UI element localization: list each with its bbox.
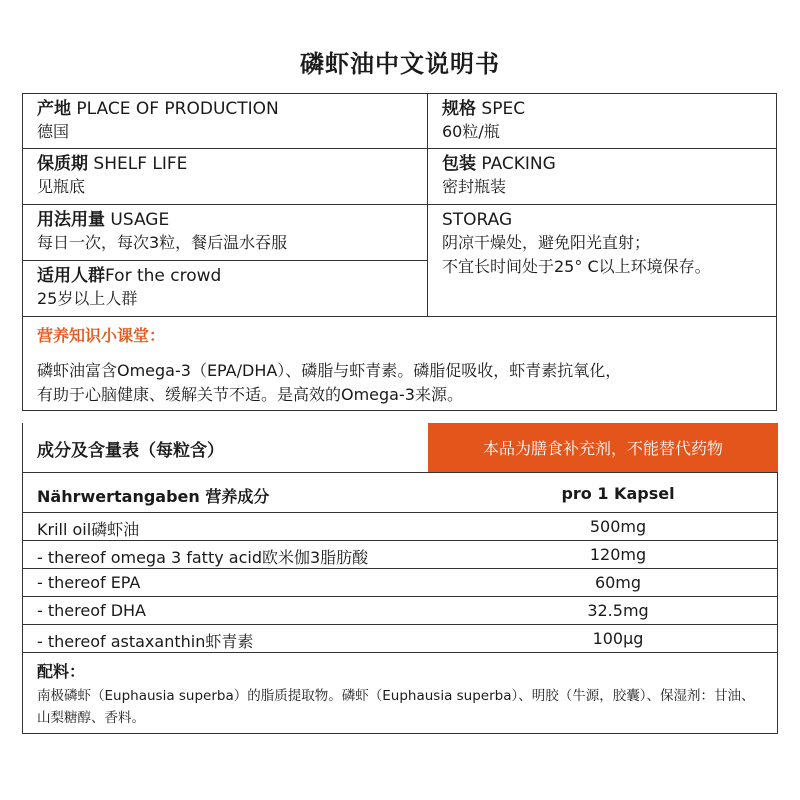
nutrition-header-bar (22, 423, 778, 472)
usage-label-cn: 用法用量 (37, 210, 105, 230)
knowledge-title: 营养知识小课堂： (37, 326, 166, 345)
nutrition-header-amount: pro 1 Kapsel (561, 484, 675, 503)
shelf-value: 见瓶底 (37, 177, 86, 196)
knowledge-cell (23, 317, 776, 410)
knowledge-line-2: 有助于心脑健康、缓解关节不适。是高效的Omega-3来源。 (37, 385, 463, 404)
nutrient-amount: 60mg (594, 573, 642, 592)
crowd-value: 25岁以上人群 (37, 289, 138, 308)
nutrient-amount: 32.5mg (587, 601, 649, 620)
table-row (23, 513, 777, 541)
usage-label-en: USAGE (110, 210, 170, 230)
nutrient-name: - thereof astaxanthin虾青素 (37, 632, 254, 651)
crowd-label-cn: 适用人群 (37, 266, 105, 286)
crowd-label-en: For the crowd (105, 266, 222, 286)
nutrient-name: Krill oil磷虾油 (37, 520, 140, 539)
storage-label: STORAG (442, 210, 513, 230)
table-row (23, 541, 777, 569)
nutrition-header-name: Nährwertangaben 营养成分 (37, 487, 270, 506)
nutrition-table (22, 472, 778, 734)
origin-value: 德国 (37, 122, 70, 141)
spec-value: 60粒/瓶 (442, 122, 500, 141)
nutrient-name: - thereof omega 3 fatty acid欧米伽3脂肪酸 (37, 548, 369, 567)
spec-table (22, 93, 777, 411)
nutrient-name: - thereof DHA (37, 601, 146, 620)
knowledge-line-1: 磷虾油富含Omega-3（EPA/DHA）、磷脂与虾青素。磷脂促吸收，虾青素抗氧化， (37, 361, 622, 380)
table-row (23, 597, 777, 625)
table-row (23, 569, 777, 597)
storage-cell (428, 205, 776, 316)
storage-line-2: 不宜长时间处于25° C以上环境保存。 (442, 257, 711, 276)
nutrient-amount: 100μg (592, 629, 644, 648)
supplement-warning-banner: 本品为膳食补充剂，不能替代药物 (428, 423, 778, 472)
ingredients-title: 配料： (37, 662, 86, 681)
packing-label-en: PACKING (481, 154, 556, 174)
packing-label-cn: 包装 (442, 154, 476, 174)
nutrition-section-title: 成分及含量表（每粒含） (37, 441, 224, 461)
storage-line-1: 阴凉干燥处，避免阳光直射； (442, 233, 651, 252)
usage-cell (23, 205, 427, 260)
origin-cell (23, 94, 427, 148)
origin-label-en: PLACE OF PRODUCTION (76, 99, 279, 119)
shelf-life-cell (23, 149, 427, 204)
spec-cell (428, 94, 776, 148)
spec-label-cn: 规格 (442, 99, 476, 119)
nutrient-amount: 500mg (589, 517, 647, 536)
nutrition-header-row (23, 473, 777, 513)
table-row (23, 625, 777, 653)
crowd-cell (23, 261, 427, 316)
shelf-label-en: SHELF LIFE (93, 154, 188, 174)
packing-cell (428, 149, 776, 204)
packing-value: 密封瓶装 (442, 177, 507, 196)
page-title: 磷虾油中文说明书 (300, 50, 500, 78)
usage-value: 每日一次，每次3粒，餐后温水吞服 (37, 233, 288, 252)
nutrient-name: - thereof EPA (37, 573, 141, 592)
spec-label-en: SPEC (481, 99, 526, 119)
shelf-label-cn: 保质期 (37, 154, 88, 174)
ingredients-text: 南极磷虾（Euphausia superba）的脂质提取物。磷虾（Euphausia superba）、明胶（牛源，胶囊）、保湿剂：甘油、山梨糖醇、香料。 (37, 688, 755, 726)
origin-label-cn: 产地 (37, 99, 71, 119)
nutrient-amount: 120mg (589, 545, 647, 564)
